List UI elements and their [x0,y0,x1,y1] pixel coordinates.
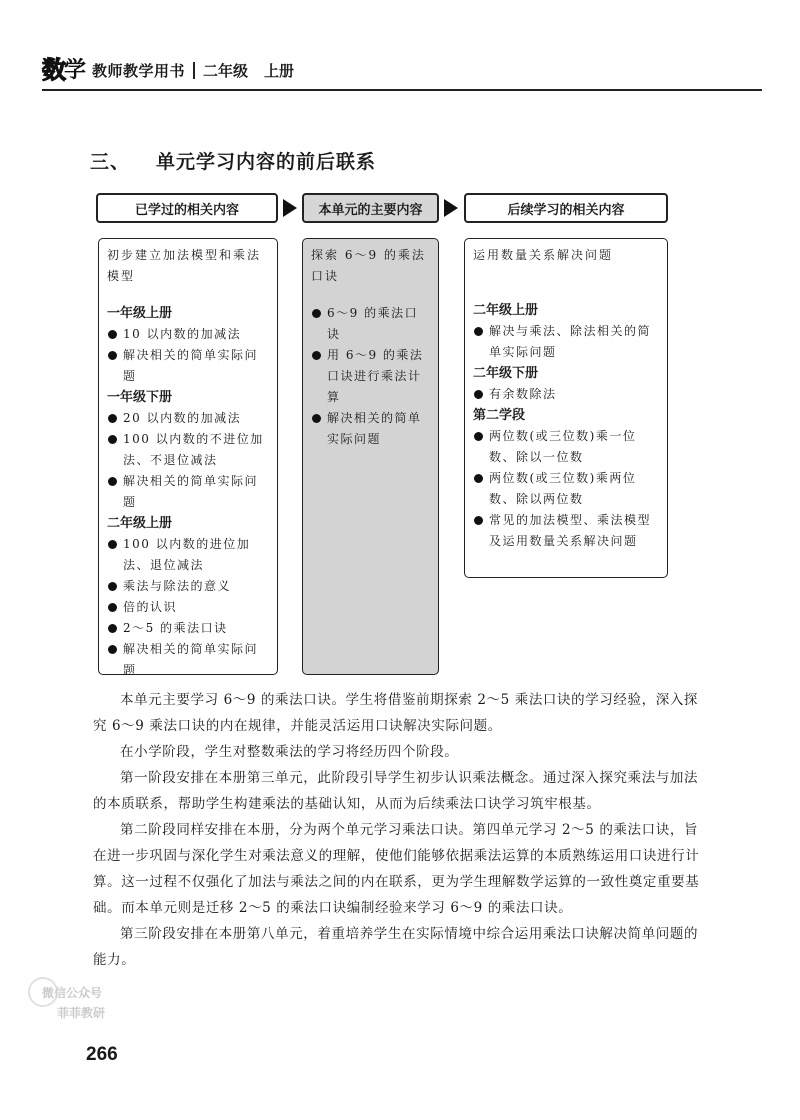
list-item: 解决相关的简单实际问题 [311,408,430,450]
body-text [93,687,703,973]
next-content-column [464,238,668,578]
group-title: 二年级下册 [473,366,539,381]
section-title: 单元学习内容的前后联系 [156,151,377,173]
list-item: 10 以内数的加减法 [107,324,269,345]
prev-intro: 初步建立加法模型和乘法模型 [107,248,262,283]
list-item: 两位数(或三位数)乘两位数、除以两位数 [473,468,659,510]
list-item: 乘法与除法的意义 [107,576,269,597]
group-list [107,324,269,387]
group-list [107,408,269,513]
group-list [473,384,659,405]
prev-content-header: 已学过的相关内容 [96,193,278,223]
book-title: 教师教学用书 [92,61,186,80]
arrow-right-icon [283,199,297,217]
list-item: 解决相关的简单实际问题 [107,471,269,513]
math-logo [42,57,86,83]
wechat-icon [28,977,58,1007]
paragraph: 第三阶段安排在本册第八单元，着重培养学生在实际情境中综合运用乘法口诀解决简单问题的能力。 [93,926,699,968]
list-item: 解决与乘法、除法相关的简单实际问题 [473,321,659,363]
list-item: 2～5 的乘法口诀 [107,618,269,639]
paragraph: 第一阶段安排在本册第三单元，此阶段引导学生初步认识乘法概念。通过深入探究乘法与加法的本质联系，帮助学生构建乘法的基础认知，从而为后续乘法口诀学习筑牢根基。 [93,770,699,812]
prev-content-column [98,238,278,675]
list-item: 100 以内数的不进位加法、不退位减法 [107,429,269,471]
group-title: 一年级下册 [107,390,173,405]
section-number: 三、 [90,151,131,173]
list-item: 6～9 的乘法口诀 [311,303,430,345]
current-content-column [302,238,439,675]
group-list [107,534,269,681]
current-content-header: 本单元的主要内容 [302,193,439,223]
watermark-line-1: 微信公众号 [41,986,102,1000]
watermark [22,983,122,1035]
arrow-right-icon [444,199,458,217]
list-item: 解决相关的简单实际问题 [107,639,269,681]
running-header [42,55,762,91]
list-item: 解决相关的简单实际问题 [107,345,269,387]
current-list [311,303,430,450]
logo-char-2: 学 [64,57,87,83]
group-title: 一年级上册 [107,306,173,321]
list-item: 常见的加法模型、乘法模型及运用数量关系解决问题 [473,510,659,552]
group-list [473,426,659,552]
grade-label: 二年级 [203,61,249,80]
paragraph: 在小学阶段，学生对整数乘法的学习将经历四个阶段。 [120,744,459,760]
list-item: 20 以内数的加减法 [107,408,269,429]
next-intro: 运用数量关系解决问题 [473,248,614,262]
list-item: 100 以内数的进位加法、退位减法 [107,534,269,576]
list-item: 用 6～9 的乘法口诀进行乘法计算 [311,345,430,408]
page-number: 266 [86,1044,118,1065]
paragraph: 第二阶段同样安排在本册，分为两个单元学习乘法口诀。第四单元学习 2～5 的乘法口诀，旨在进一步巩固与深化学生对乘法意义的理解，使他们能够依据乘法运算的本质熟练运用口诀进行计算。这一过程不仅强化了加法与乘法之间的内在联系，更为学生理解数学运算的一致性奠定重要基础。而本单元则是迁移 2～5 的乘法口诀编制经验来学习 6～9 的乘法口诀。 [93,822,700,916]
list-item: 两位数(或三位数)乘一位数、除以一位数 [473,426,659,468]
list-item: 倍的认识 [107,597,269,618]
header-divider [193,62,195,79]
group-title: 二年级上册 [107,516,173,531]
section-heading [90,147,376,174]
logo-char-1: 数 [42,55,66,84]
group-list [473,321,659,363]
watermark-line-2: 菲菲教研 [56,1006,105,1020]
group-title: 二年级上册 [473,303,539,318]
paragraph: 本单元主要学习 6～9 的乘法口诀。学生将借鉴前期探索 2～5 乘法口诀的学习经验，深入探究 6～9 乘法口诀的内在规律，并能灵活运用口诀解决实际问题。 [93,692,699,734]
group-title: 第二学段 [473,408,526,423]
term-label: 上册 [264,61,295,80]
header-rule [42,89,762,91]
next-content-header: 后续学习的相关内容 [464,193,668,223]
current-intro: 探索 6～9 的乘法口诀 [311,248,426,283]
list-item: 有余数除法 [473,384,659,405]
header-title [42,57,294,83]
